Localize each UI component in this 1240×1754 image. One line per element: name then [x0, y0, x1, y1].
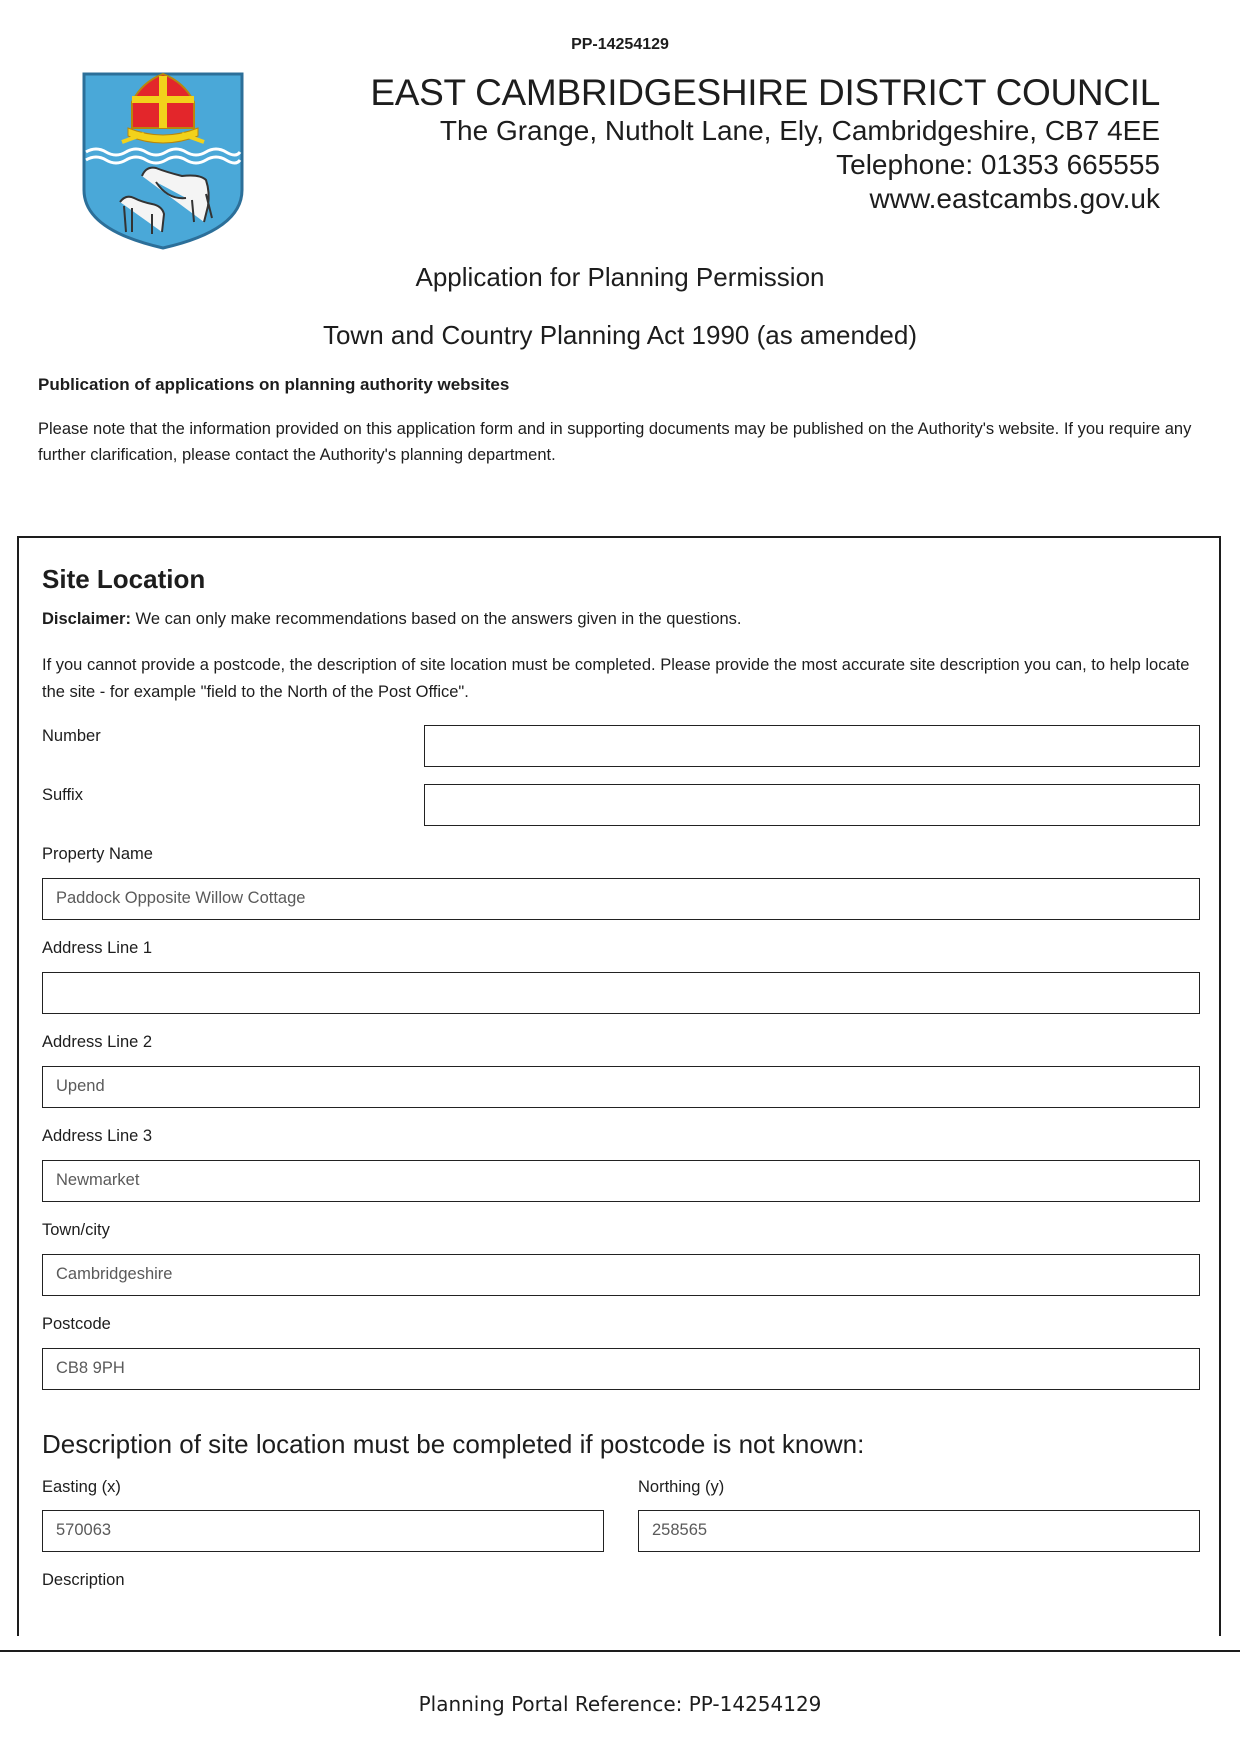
- council-address: The Grange, Nutholt Lane, Ely, Cambridgeshire, CB7 4EE: [439, 115, 1160, 146]
- property-name-label: Property Name: [42, 845, 153, 863]
- description-label: Description: [42, 1571, 125, 1589]
- northing-label: Northing (y): [638, 1478, 725, 1496]
- address-line-2-label: Address Line 2: [42, 1033, 153, 1051]
- suffix-field[interactable]: [424, 784, 1200, 826]
- publication-heading: Publication of applications on planning authority websites: [38, 375, 510, 394]
- disclaimer-text: We can only make recommendations based on the answers given in the questions.: [130, 610, 742, 628]
- number-field[interactable]: [424, 725, 1200, 767]
- disclaimer-label: Disclaimer:: [42, 610, 131, 628]
- council-telephone: Telephone: 01353 665555: [836, 149, 1160, 180]
- address-line-1-field[interactable]: [42, 972, 1200, 1014]
- publication-text: Please note that the information provided on this application form and in supporting documents may be published on the Authority's website. If you require any further clarification, please contact the Authority's planning department.: [38, 420, 1192, 464]
- suffix-label: Suffix: [42, 786, 83, 804]
- council-header: [370, 72, 1160, 216]
- town-city-label: Town/city: [42, 1221, 110, 1239]
- instructions: If you cannot provide a postcode, the description of site location must be completed. Please provide the most accurate site description you can, to help locate the site - for example "field to the North of the Post Office".: [42, 656, 1190, 701]
- footer-reference: Planning Portal Reference: PP-14254129: [418, 1692, 822, 1716]
- easting-label: Easting (x): [42, 1478, 121, 1496]
- property-name-field[interactable]: Paddock Opposite Willow Cottage: [42, 878, 1200, 920]
- number-label: Number: [42, 727, 101, 745]
- description-heading: Description of site location must be completed if postcode is not known:: [42, 1429, 865, 1459]
- page-reference: PP-14254129: [571, 36, 669, 53]
- address-line-3-field[interactable]: Newmarket: [42, 1160, 1200, 1202]
- application-title: Application for Planning Permission: [415, 262, 825, 292]
- easting-field[interactable]: 570063: [42, 1510, 604, 1552]
- council-name: EAST CAMBRIDGESHIRE DISTRICT COUNCIL: [370, 72, 1160, 113]
- address-line-2-field[interactable]: Upend: [42, 1066, 1200, 1108]
- postcode-field[interactable]: CB8 9PH: [42, 1348, 1200, 1390]
- council-crest-icon: [82, 72, 244, 250]
- section-title: Site Location: [42, 564, 206, 594]
- disclaimer: [42, 610, 742, 629]
- address-line-1-label: Address Line 1: [42, 939, 153, 957]
- town-city-field[interactable]: Cambridgeshire: [42, 1254, 1200, 1296]
- postcode-label: Postcode: [42, 1315, 111, 1333]
- council-website: www.eastcambs.gov.uk: [869, 183, 1160, 214]
- northing-field[interactable]: 258565: [638, 1510, 1200, 1552]
- act-title: Town and Country Planning Act 1990 (as amended): [322, 320, 918, 350]
- address-line-3-label: Address Line 3: [42, 1127, 153, 1145]
- footer-divider: [0, 1650, 1240, 1652]
- site-location-panel: [17, 536, 1221, 1636]
